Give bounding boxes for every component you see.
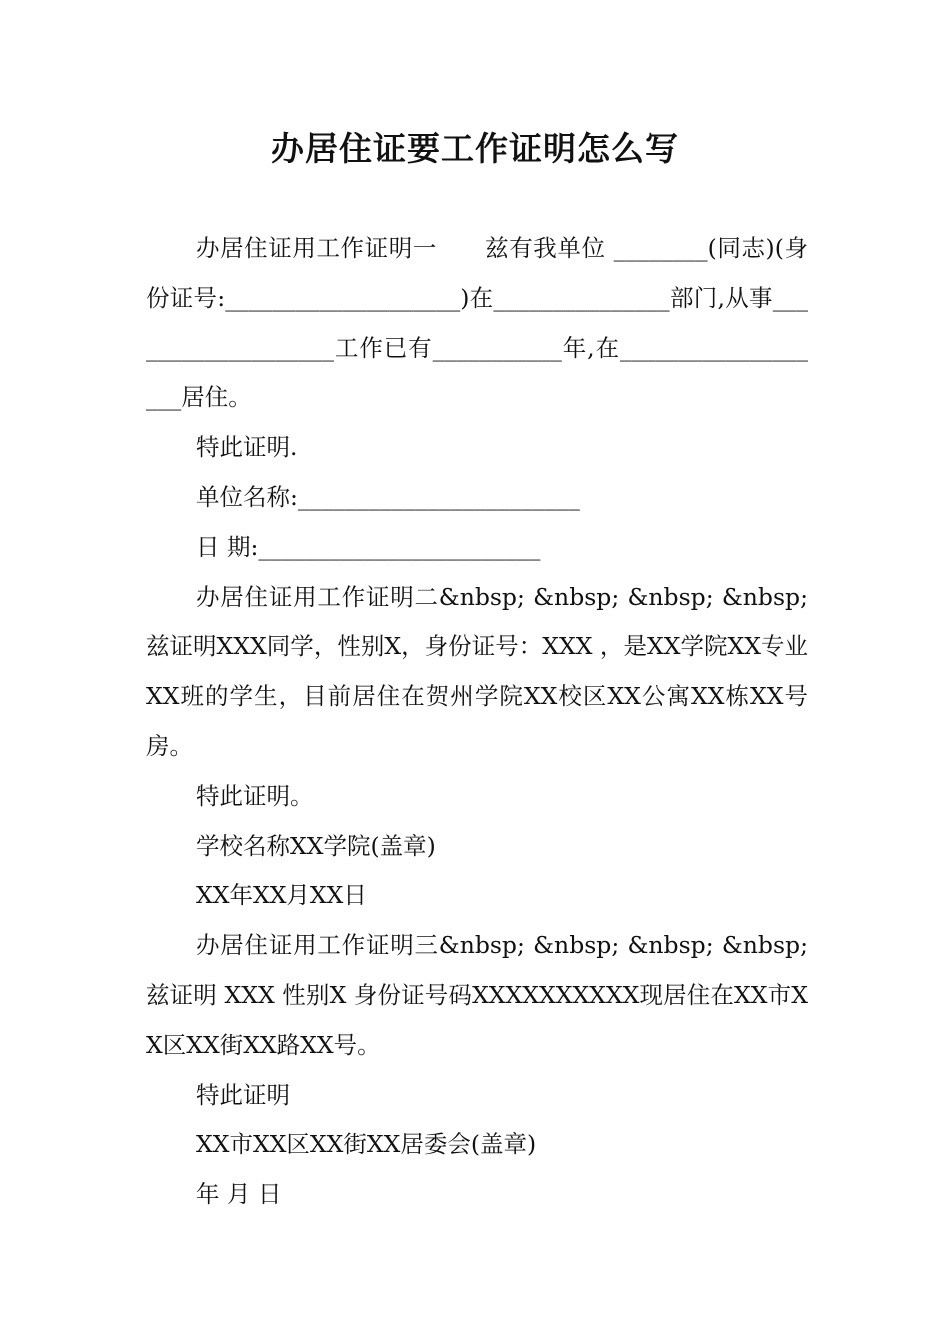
document-body: [146, 224, 808, 1220]
paragraph-hereby-certify-one: 特此证明.: [196, 433, 298, 462]
paragraph-school-date: XX年XX月XX日: [196, 881, 367, 910]
paragraph-hereby-certify-three: 特此证明: [196, 1080, 290, 1109]
paragraph-hereby-certify-two: 特此证明。: [196, 781, 314, 810]
paragraph-date: 日 期:________________________: [196, 532, 541, 561]
paragraph-certificate-two: 办居住证用工作证明二&nbsp; &nbsp; &nbsp; &nbsp; 兹证明XXX同学，性别X，身份证号：XXX ，是XX学院XX专业XX班的学生，目前居住在贺州学院XX校区XX公寓XX栋XX号房。: [146, 582, 808, 760]
paragraph-committee-name: XX市XX区XX街XX居委会(盖章): [196, 1130, 537, 1159]
paragraph-certificate-three: 办居住证用工作证明三&nbsp; &nbsp; &nbsp; &nbsp; 兹证明 XXX 性别X 身份证号码XXXXXXXXXX现居住在XX市XX区XX街XX路XX号。: [146, 931, 808, 1059]
paragraph-certificate-one: 办居住证用工作证明一 兹有我单位 ________(同志)(身份证号:____________________)在_______________部门,从事___________________工作已有___________年,在___________________居住。: [146, 234, 808, 412]
paragraph-school-name: 学校名称XX学院(盖章): [196, 831, 436, 860]
paragraph-unit-name: 单位名称:________________________: [196, 482, 580, 511]
document-title: 办居住证要工作证明怎么写: [271, 129, 679, 168]
paragraph-final-date: 年 月 日: [196, 1180, 282, 1209]
